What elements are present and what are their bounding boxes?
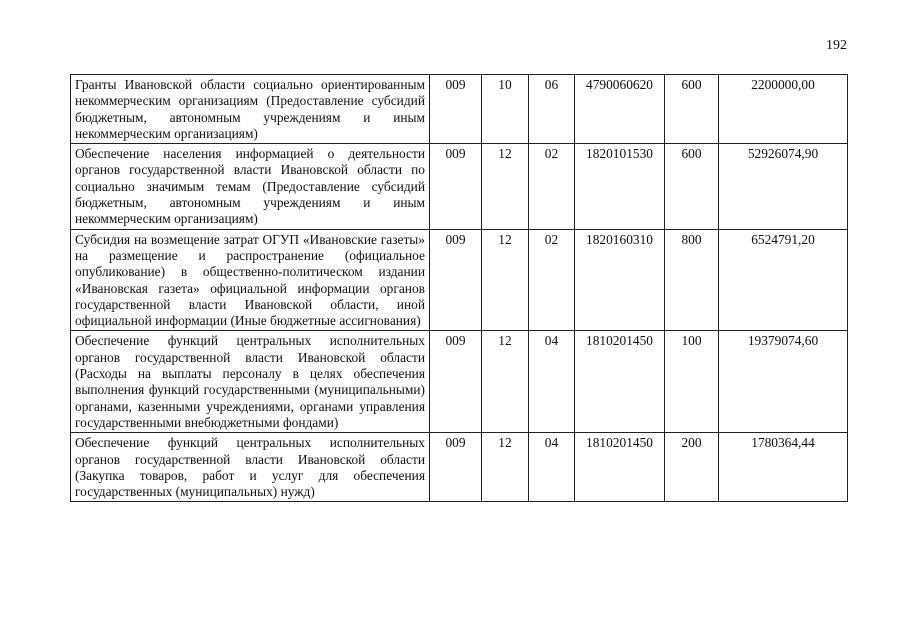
row-ved-code: 009 <box>430 331 482 433</box>
row-target-article: 4790060620 <box>575 75 665 144</box>
row-ved-code: 009 <box>430 433 482 502</box>
row-expense-type: 100 <box>665 331 719 433</box>
table-row <box>71 144 848 229</box>
row-subsection: 02 <box>529 229 575 331</box>
budget-table <box>70 74 848 502</box>
row-subsection: 04 <box>529 331 575 433</box>
row-expense-type: 600 <box>665 144 719 229</box>
row-target-article: 1820101530 <box>575 144 665 229</box>
row-description: Обеспечение функций центральных исполнительных органов государственной власти Ивановской области (Закупка товаров, работ и услуг для обеспечения государственных (муниципальных) нужд) <box>71 433 430 502</box>
page-number: 192 <box>826 38 847 53</box>
row-ved-code: 009 <box>430 229 482 331</box>
row-description: Обеспечение населения информацией о деятельности органов государственной власти Ивановской области по социально значимым темам (Предоставление субсидий бюджетным, автономным учреждениям и иным некоммерческим организациям) <box>71 144 430 229</box>
row-target-article: 1810201450 <box>575 331 665 433</box>
row-expense-type: 800 <box>665 229 719 331</box>
row-amount: 1780364,44 <box>719 433 848 502</box>
row-section: 12 <box>482 433 529 502</box>
row-subsection: 02 <box>529 144 575 229</box>
table-row <box>71 229 848 331</box>
row-target-article: 1810201450 <box>575 433 665 502</box>
row-description: Субсидия на возмещение затрат ОГУП «Ивановские газеты» на размещение и распространение (официальное опубликование) в общественно-политическом издании «Ивановская газета» официальной информации органов государственной власти Ивановской области, иной официальной информации (Иные бюджетные ассигнования) <box>71 229 430 331</box>
row-expense-type: 600 <box>665 75 719 144</box>
row-amount: 52926074,90 <box>719 144 848 229</box>
row-amount: 19379074,60 <box>719 331 848 433</box>
table-row <box>71 331 848 433</box>
row-amount: 2200000,00 <box>719 75 848 144</box>
row-subsection: 06 <box>529 75 575 144</box>
row-section: 12 <box>482 229 529 331</box>
row-description: Обеспечение функций центральных исполнительных органов государственной власти Ивановской области (Расходы на выплаты персоналу в целях обеспечения выполнения функций государственными (муниципальными) органами, казенными учреждениями, органами управления государственными внебюджетными фондами) <box>71 331 430 433</box>
row-amount: 6524791,20 <box>719 229 848 331</box>
table-row <box>71 75 848 144</box>
row-subsection: 04 <box>529 433 575 502</box>
row-target-article: 1820160310 <box>575 229 665 331</box>
row-ved-code: 009 <box>430 144 482 229</box>
row-ved-code: 009 <box>430 75 482 144</box>
row-description: Гранты Ивановской области социально ориентированным некоммерческим организациям (Предоставление субсидий бюджетным, автономным учреждениям и иным некоммерческим организациям) <box>71 75 430 144</box>
row-expense-type: 200 <box>665 433 719 502</box>
row-section: 12 <box>482 331 529 433</box>
row-section: 12 <box>482 144 529 229</box>
table-row <box>71 433 848 502</box>
row-section: 10 <box>482 75 529 144</box>
